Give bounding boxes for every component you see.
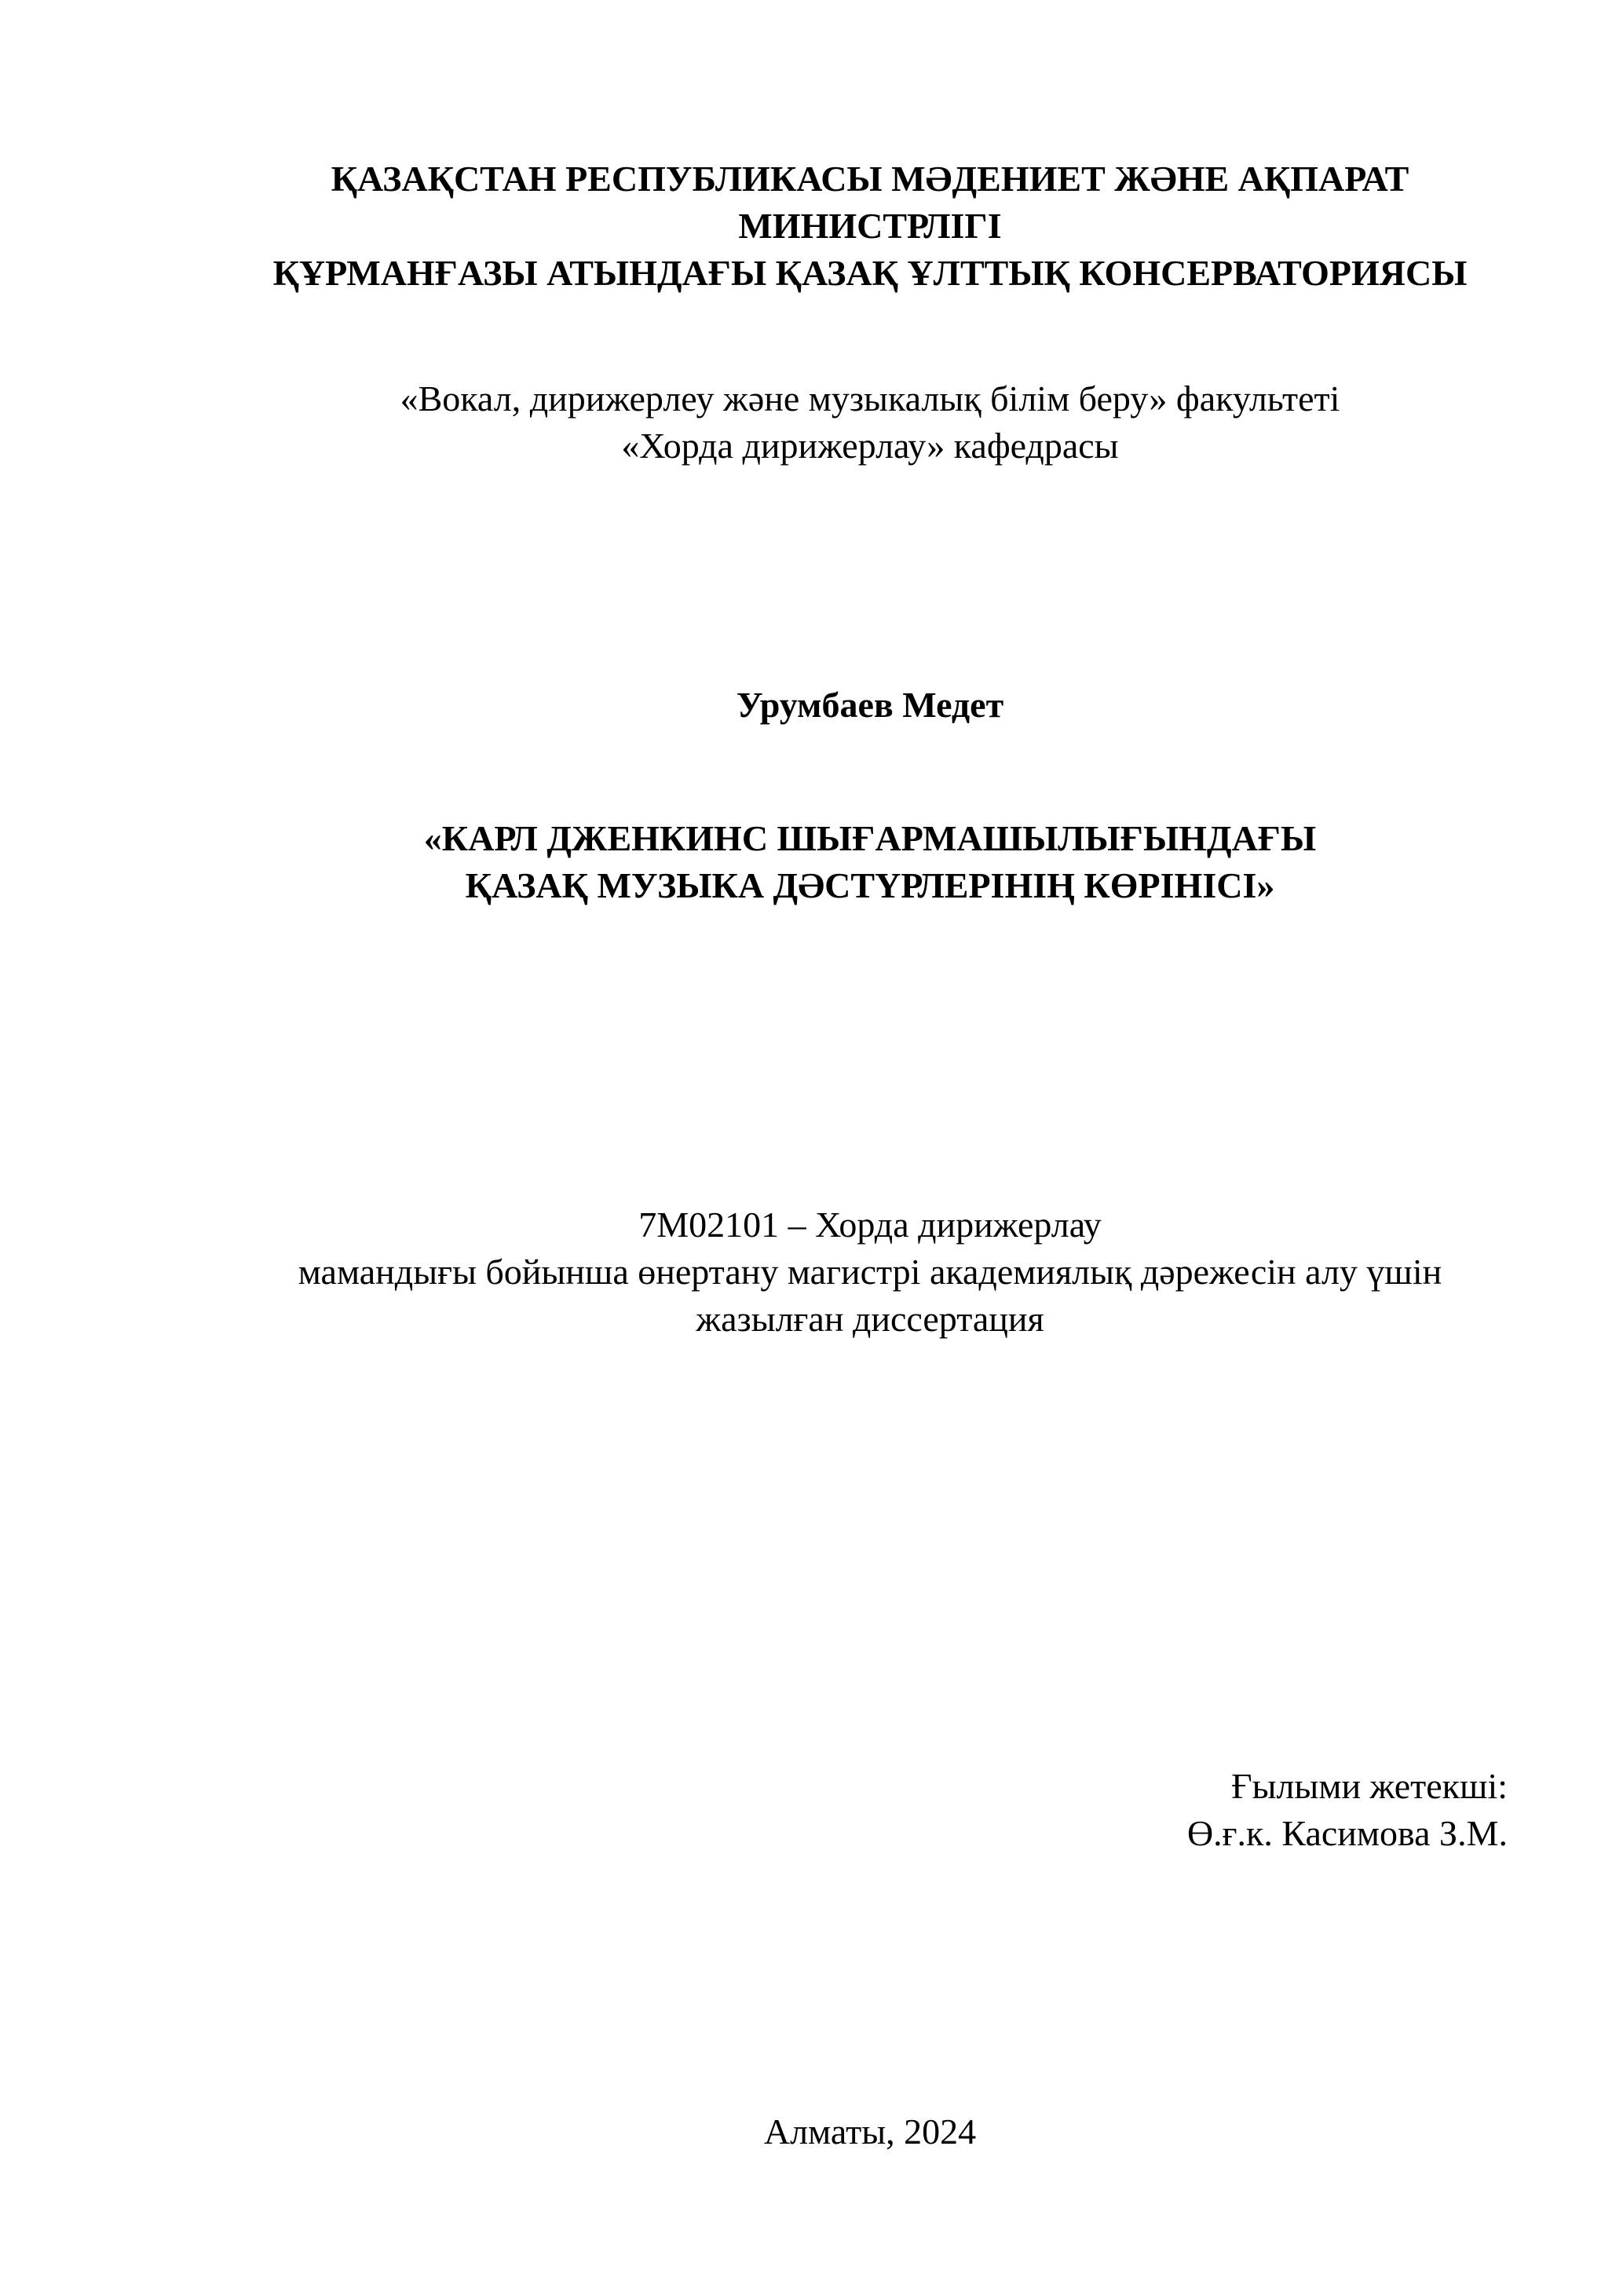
thesis-title (228, 815, 1512, 909)
thesis-title-line-2: ҚАЗАҚ МУЗЫКА ДӘСТҮРЛЕРІНІҢ КӨРІНІСІ» (465, 865, 1275, 905)
faculty-block (228, 375, 1512, 470)
ministry-line-2: МИНИСТРЛІГІ (738, 206, 1002, 246)
ministry-header (228, 155, 1512, 297)
faculty-name: «Вокал, дирижерлеу және музыкалық білім беру» факультеті (400, 378, 1340, 419)
specialty-code: 7М02101 – Хорда дирижерлау (638, 1205, 1102, 1245)
footer-city-year (228, 2108, 1512, 2155)
degree-purpose: мамандығы бойынша өнертану магистрі академиялық дәрежесін алу үшін (298, 1252, 1442, 1292)
department-name: «Хорда дирижерлау» кафедрасы (621, 426, 1119, 466)
supervisor-name: Ө.ғ.к. Касимова З.М. (1186, 1813, 1508, 1853)
institution-name: ҚҰРМАНҒАЗЫ АТЫНДАҒЫ ҚАЗАҚ ҰЛТТЫҚ КОНСЕРВАТОРИЯСЫ (272, 253, 1468, 293)
thesis-title-line-1: «КАРЛ ДЖЕНКИНС ШЫҒАРМАШЫЛЫҒЫНДАҒЫ (423, 818, 1317, 858)
city-year: Алматы, 2024 (763, 2111, 977, 2152)
author-name: Урумбаев Медет (736, 685, 1004, 725)
degree-block (228, 1201, 1512, 1343)
ministry-line-1: ҚАЗАҚСТАН РЕСПУБЛИКАСЫ МӘДЕНИЕТ ЖӘНЕ АҚПАРАТ (331, 159, 1409, 199)
work-type: жазылған диссертация (696, 1299, 1044, 1339)
author-block (228, 682, 1512, 729)
supervisor-label: Ғылыми жетекші: (1230, 1766, 1508, 1806)
supervisor-block (1187, 1763, 1508, 1857)
